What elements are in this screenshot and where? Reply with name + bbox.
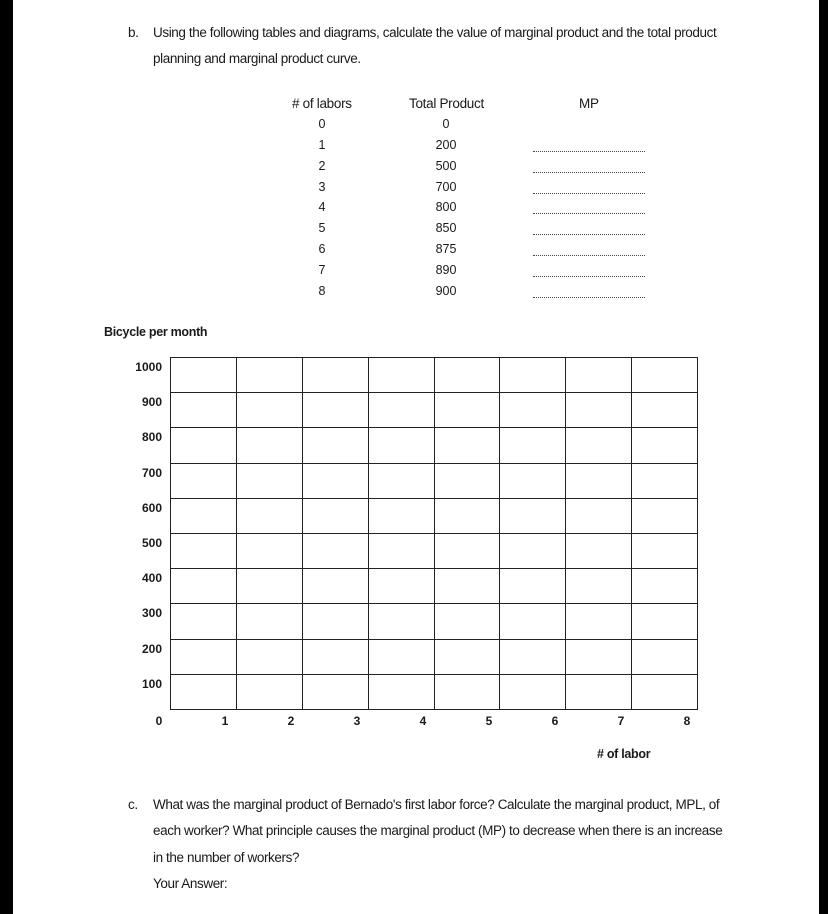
- y-tick-label: 500: [141, 536, 162, 550]
- question-c-marker: c.: [128, 797, 138, 812]
- labor-cell: 7: [318, 263, 326, 277]
- y-tick-label: 100: [141, 676, 162, 691]
- x-tick-label: 4: [419, 714, 427, 728]
- question-b-line2: planning and marginal product curve.: [153, 51, 361, 66]
- x-tick-label: 1: [221, 714, 229, 728]
- mp-answer-blank[interactable]: [533, 234, 645, 235]
- header-mp: MP: [579, 96, 599, 111]
- mp-answer-blank[interactable]: [533, 255, 645, 256]
- y-tick-label: 400: [141, 571, 162, 586]
- grid-horizontal-line: [170, 639, 698, 640]
- mp-answer-blank[interactable]: [533, 172, 645, 173]
- x-tick-label: 6: [551, 714, 559, 728]
- grid-horizontal-line: [170, 392, 698, 393]
- y-tick-label: 600: [141, 500, 162, 515]
- mp-answer-blank[interactable]: [533, 193, 645, 194]
- total-product-cell: 200: [435, 138, 457, 152]
- grid-horizontal-line: [170, 357, 698, 358]
- total-product-cell: 800: [435, 200, 457, 214]
- x-tick-label: 0: [155, 714, 163, 728]
- x-tick-label: 3: [353, 714, 361, 728]
- header-total-product: Total Product: [409, 96, 484, 111]
- labor-cell: 2: [318, 159, 326, 173]
- y-tick-label: 900: [141, 395, 162, 410]
- labor-cell: 4: [318, 200, 326, 214]
- grid-horizontal-line: [170, 427, 698, 428]
- x-tick-label: 5: [485, 714, 493, 728]
- question-b-marker: b.: [128, 25, 139, 40]
- x-tick-label: 2: [287, 714, 295, 728]
- total-product-cell: 875: [435, 242, 457, 256]
- mp-answer-blank[interactable]: [533, 213, 645, 214]
- y-tick-label: 200: [141, 641, 162, 656]
- labor-cell: 0: [318, 117, 326, 131]
- total-product-cell: 850: [435, 221, 457, 235]
- grid-horizontal-line: [170, 463, 698, 464]
- grid-horizontal-line: [170, 533, 698, 534]
- labor-cell: 5: [318, 221, 326, 235]
- y-tick-label: 300: [141, 606, 162, 621]
- grid-horizontal-line: [170, 568, 698, 569]
- graph-grid: [170, 357, 697, 709]
- answer-label: Your Answer:: [153, 876, 228, 891]
- total-product-cell: 900: [435, 284, 457, 298]
- question-b-line1: Using the following tables and diagrams, calculate the value of marginal product and the total product: [153, 25, 717, 40]
- grid-horizontal-line: [170, 674, 698, 675]
- labor-cell: 1: [318, 138, 326, 152]
- question-c-line3: in the number of workers?: [153, 850, 300, 865]
- mp-answer-blank[interactable]: [533, 151, 645, 152]
- y-tick-label: 1000: [135, 360, 162, 374]
- x-tick-label: 7: [617, 714, 625, 728]
- header-labors: # of labors: [292, 96, 352, 111]
- grid-horizontal-line: [170, 603, 698, 604]
- grid-horizontal-line: [170, 498, 698, 499]
- total-product-cell: 890: [435, 263, 457, 277]
- total-product-cell: 0: [442, 117, 450, 131]
- y-tick-label: 800: [141, 430, 162, 445]
- labor-cell: 6: [318, 242, 326, 256]
- x-tick-label: 8: [683, 714, 691, 728]
- grid-horizontal-line: [170, 709, 698, 710]
- question-c-line2: each worker? What principle causes the marginal product (MP) to decrease when there is an increase: [153, 823, 723, 838]
- x-axis-title: # of labor: [597, 747, 651, 761]
- total-product-cell: 700: [435, 180, 457, 194]
- y-axis-title: Bicycle per month: [104, 325, 208, 339]
- labor-cell: 8: [318, 284, 326, 298]
- mp-answer-blank[interactable]: [533, 297, 645, 298]
- y-tick-label: 700: [141, 465, 162, 480]
- worksheet-page: [13, 0, 819, 914]
- total-product-cell: 500: [435, 159, 457, 173]
- mp-answer-blank[interactable]: [533, 276, 645, 277]
- labor-cell: 3: [318, 180, 326, 194]
- question-c-line1: What was the marginal product of Bernado's first labor force? Calculate the marginal product, MPL, of: [153, 797, 720, 812]
